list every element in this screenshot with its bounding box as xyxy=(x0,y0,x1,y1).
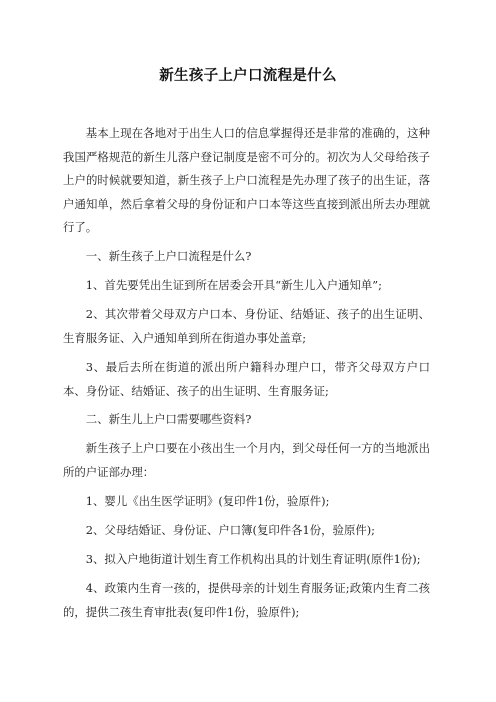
section-heading-1: 一、新生孩子上户口流程是什么? xyxy=(85,249,252,264)
body-paragraph: 新生孩子上户口要在小孩出生一个月内，到父母任何一方的当地派出所的户证部办理： xyxy=(63,441,430,480)
list-item: 3、拟入户地街道计划生育工作机构出具的计划生育证明(原件1份); xyxy=(85,552,421,567)
list-item: 2、其次带着父母双方户口本、身份证、结婚证、孩子的出生证明、生育服务证、入户通知单到所在街道办事处盖章; xyxy=(63,307,430,345)
document-title: 新生孩子上户口流程是什么 xyxy=(159,68,337,84)
list-item: 2、父母结婚证、身份证、户口簿(复印件各1份，验原件); xyxy=(85,523,376,538)
document-body xyxy=(63,122,430,630)
intro-paragraph: 基本上现在各地对于出生人口的信息掌握得还是非常的准确的，这种我国严格规范的新生儿落户登记制度是密不可分的。初次为人父母给孩子上户的时候就要知道，新生孩子上户口流程是先办理了孩子的出生证，落户通知单，然后拿着父母的身份证和户口本等这些直接到派出所去办理就行了。 xyxy=(63,126,430,235)
list-item: 4、政策内生育一孩的，提供母亲的计划生育服务证;政策内生育二孩的，提供二孩生育审批表(复印件1份，验原件); xyxy=(63,581,430,619)
list-item: 1、婴儿《出生医学证明》(复印件1份，验原件); xyxy=(85,494,330,509)
list-item: 1、首先要凭出生证到所在居委会开具“新生儿入户通知单”; xyxy=(85,278,382,293)
list-item: 3、最后去所在街道的派出所户籍科办理户口，带齐父母双方户口本、身份证、结婚证、孩子的出生证明、生育服务证; xyxy=(63,359,430,398)
section-heading-2: 二、新生儿上户口需要哪些资料? xyxy=(85,412,252,427)
